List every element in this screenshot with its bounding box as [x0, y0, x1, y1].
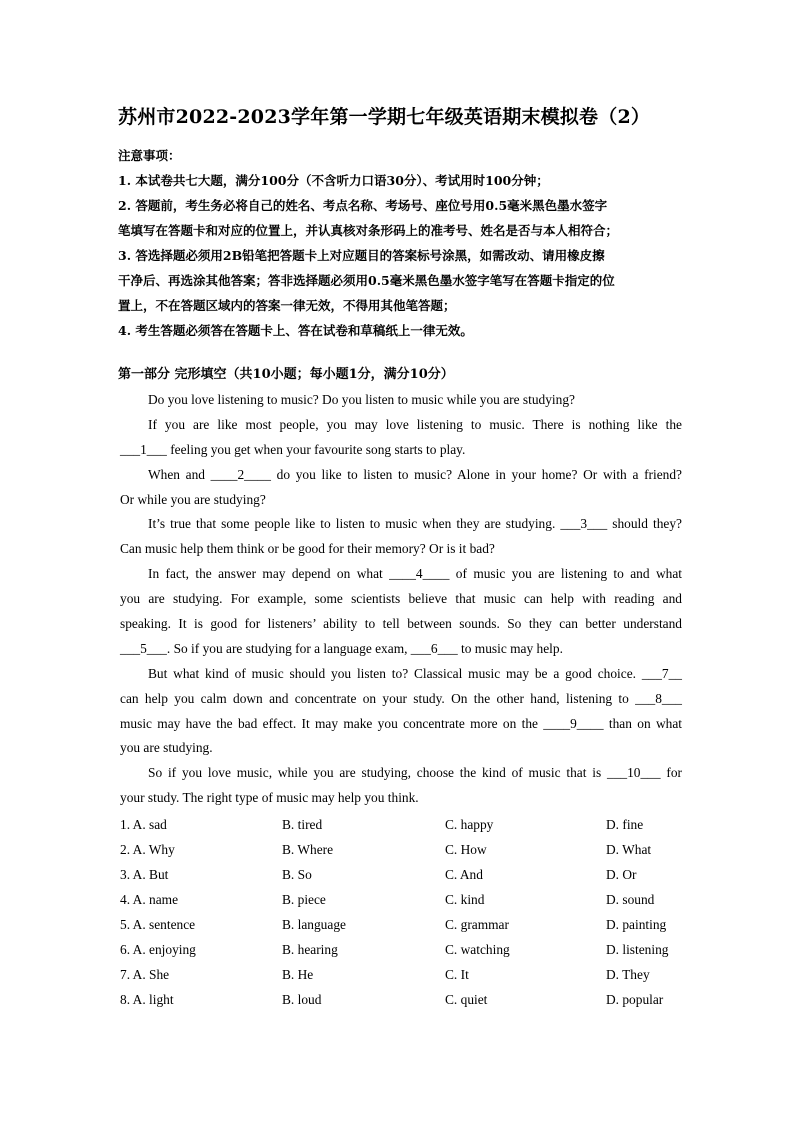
- option-d: D. fine: [606, 817, 644, 832]
- question-options-7: [120, 962, 680, 987]
- option-c: C. happy: [445, 817, 494, 832]
- option-b: B. Where: [282, 842, 334, 857]
- option-d: D. They: [606, 967, 650, 982]
- option-c: C. kind: [445, 892, 485, 907]
- notice-line: 3. 答选择题必须用2B铅笔把答题卡上对应题目的答案标号涂黑，如需改动、请用橡皮擦: [118, 248, 605, 263]
- question-options-6: [120, 937, 680, 962]
- passage-line: you are studying. For example, some scientists believe that music can help with reading and: [120, 591, 682, 607]
- passage-line: ___1___ feeling you get when your favourite song starts to play.: [120, 441, 466, 457]
- question-options-5: [120, 912, 680, 937]
- passage-line: So if you love music, while you are studying, choose the kind of music that is ___10___ for: [148, 765, 682, 781]
- option-d: D. listening: [606, 942, 669, 957]
- passage-line: you are studying.: [120, 740, 213, 756]
- option-b: B. tired: [282, 817, 323, 832]
- question-options-1: [120, 812, 680, 837]
- option-d: D. Or: [606, 867, 637, 882]
- option-c: C. grammar: [445, 917, 509, 932]
- option-b: B. He: [282, 967, 314, 982]
- answer-options: [120, 812, 680, 1012]
- notice-line: 干净后、再选涂其他答案；答非选择题必须用0.5毫米黑色墨水签字笔写在答题卡指定的位: [118, 273, 615, 288]
- passage-line: When and ____2____ do you like to listen to music? Alone in your home? Or with a friend?: [148, 466, 682, 482]
- passage-line: Do you love listening to music? Do you listen to music while you are studying?: [148, 392, 575, 407]
- option-d: D. painting: [606, 917, 667, 932]
- option-a: 7. A. She: [120, 967, 170, 982]
- notice-heading: 注意事项：: [118, 148, 181, 163]
- passage-line: In fact, the answer may depend on what ____4____ of music you are listening to and what: [148, 566, 682, 582]
- notice-line: 置上，不在答题区域内的答案一律无效，不得用其他笔答题；: [118, 298, 456, 313]
- notice-line: 笔填写在答题卡和对应的位置上，并认真核对条形码上的准考号、姓名是否与本人相符合；: [118, 223, 619, 238]
- option-b: B. language: [282, 917, 346, 932]
- option-c: C. How: [445, 842, 487, 857]
- question-options-8: [120, 987, 680, 1012]
- option-c: C. And: [445, 867, 483, 882]
- passage-line: can help you calm down and concentrate on your study. On the other hand, listening to ___8___: [120, 690, 682, 706]
- option-b: B. piece: [282, 892, 326, 907]
- option-d: D. What: [606, 842, 652, 857]
- exam-title: 苏州市2022-2023学年第一学期七年级英语期末模拟卷（2）: [118, 106, 651, 128]
- section-heading: 第一部分 完形填空（共10小题；每小题1分，满分10分）: [118, 367, 454, 382]
- option-a: 6. A. enjoying: [120, 942, 196, 957]
- question-options-2: [120, 837, 680, 862]
- passage-line: your study. The right type of music may help you think.: [120, 790, 419, 806]
- option-b: B. loud: [282, 992, 322, 1007]
- passage-line: If you are like most people, you may love listening to music. There is nothing like the: [148, 416, 682, 432]
- option-a: 1. A. sad: [120, 817, 167, 832]
- notice-line: 1. 本试卷共七大题，满分100分（不含听力口语30分）、考试用时100分钟；: [118, 173, 549, 188]
- passage-line: music may have the bad effect. It may make you concentrate more on the ____9____ than on what: [120, 715, 682, 731]
- option-c: C. It: [445, 967, 469, 982]
- notice-block: [118, 143, 688, 343]
- option-a: 5. A. sentence: [120, 917, 196, 932]
- passage-line: Can music help them think or be good for their memory? Or is it bad?: [120, 541, 495, 557]
- question-options-3: [120, 862, 680, 887]
- passage-line: But what kind of music should you listen to? Classical music may be a good choice. ___7__: [148, 665, 682, 681]
- option-d: D. sound: [606, 892, 655, 907]
- cloze-passage: [120, 388, 682, 811]
- option-a: 4. A. name: [120, 892, 179, 907]
- option-a: 8. A. light: [120, 992, 174, 1007]
- option-b: B. hearing: [282, 942, 338, 957]
- passage-line: ___5___. So if you are studying for a language exam, ___6___ to music may help.: [120, 640, 563, 656]
- option-a: 3. A. But: [120, 867, 169, 882]
- passage-line: It’s true that some people like to listen to music when they are studying. ___3___ should they?: [148, 516, 682, 532]
- option-c: C. quiet: [445, 992, 488, 1007]
- option-d: D. popular: [606, 992, 664, 1007]
- passage-line: Or while you are studying?: [120, 491, 266, 507]
- option-c: C. watching: [445, 942, 510, 957]
- option-b: B. So: [282, 867, 312, 882]
- question-options-4: [120, 887, 680, 912]
- passage-line: speaking. It is good for listeners’ ability to tell between sounds. So they can better understand: [120, 616, 682, 632]
- notice-line: 4. 考生答题必须答在答题卡上、答在试卷和草稿纸上一律无效。: [118, 323, 473, 338]
- option-a: 2. A. Why: [120, 842, 175, 857]
- notice-line: 2. 答题前，考生务必将自己的姓名、考点名称、考场号、座位号用0.5毫米黑色墨水签字: [118, 198, 608, 213]
